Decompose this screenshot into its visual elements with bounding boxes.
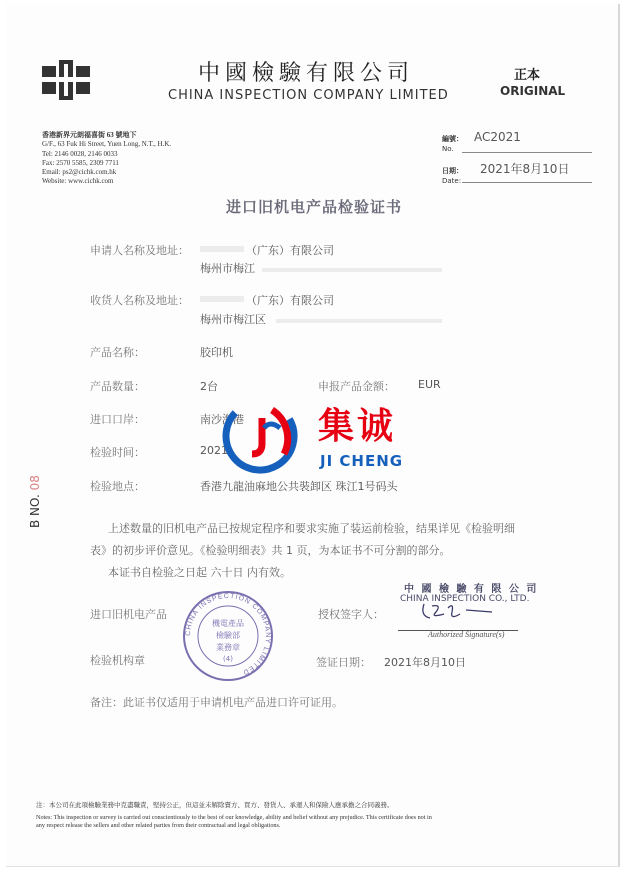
batch-prefix: B NO. bbox=[28, 494, 42, 528]
consignee-address: 梅州市梅江区 bbox=[200, 313, 266, 326]
address-email: Email: ps2@cichk.com.hk bbox=[42, 168, 117, 176]
company-name-en: CHINA INSPECTION COMPANY LIMITED bbox=[168, 88, 449, 103]
stamp-number: (4) bbox=[223, 655, 233, 663]
batch-number-value: 08 bbox=[28, 475, 42, 491]
document-title: 进口旧机电产品检验证书 bbox=[226, 198, 403, 216]
note-en-line2: any respect release the sellers and other related parties from their contractual and legal obligations. bbox=[36, 822, 281, 829]
product-value: 胶印机 bbox=[200, 346, 233, 359]
inspection-body-label2: 检验机构章 bbox=[90, 654, 145, 667]
body-para1-line1: 上述数量的旧机电产品已按规定程序和要求实施了装运前检验，结果详见《检验明细 bbox=[108, 522, 515, 535]
ref-date-label-cn: 日期： bbox=[442, 167, 463, 175]
jicheng-logo-icon bbox=[222, 398, 298, 474]
note-en-line1: Notes: This inspection or survey is carried out conscientiously to the best of our knowledge, ability and belief without any prejudice. This certificate does not in bbox=[36, 814, 432, 821]
signer-label: 授权签字人： bbox=[318, 608, 384, 621]
batch-number bbox=[28, 475, 42, 528]
handwritten-signature bbox=[418, 600, 498, 626]
company-logo bbox=[42, 60, 90, 100]
ref-no-value: AC2021 bbox=[474, 130, 521, 144]
stamp-line3: 業務章 bbox=[216, 643, 240, 652]
sign-date-label: 签证日期： bbox=[316, 656, 371, 669]
applicant-label: 申请人名称及地址： bbox=[90, 244, 189, 257]
company-name-cn: 中國檢驗有限公司 bbox=[198, 61, 415, 86]
authorized-signature-label: Authorized Signature(s) bbox=[428, 630, 505, 639]
stamp-line2: 檢驗部 bbox=[216, 631, 240, 640]
body-para2: 本证书自检验之日起 六十日 内有效。 bbox=[108, 566, 291, 579]
address-tel: Tel: 2146 0028, 2146 0033 bbox=[42, 150, 118, 158]
ref-no-label-en: No. bbox=[442, 145, 454, 153]
watermark-cn: 集诚 bbox=[318, 406, 397, 447]
applicant-address: 梅州市梅江 bbox=[200, 262, 255, 275]
stamp-line1: 機電產品 bbox=[212, 619, 244, 628]
amount-label: 申报产品金额： bbox=[318, 380, 395, 393]
original-cn: 正本 bbox=[514, 68, 541, 83]
original-en: ORIGINAL bbox=[500, 84, 566, 98]
port-value: 南沙海港 bbox=[200, 413, 244, 426]
time-label: 检验时间： bbox=[90, 446, 145, 459]
watermark-en: JI CHENG bbox=[320, 452, 404, 470]
quantity-value: 2台 bbox=[200, 380, 218, 393]
amount-value: EUR bbox=[418, 378, 441, 391]
consignee-label: 收货人名称及地址： bbox=[90, 294, 189, 307]
stamp-ring-text: CHINA INSPECTION COMPANY LIMITED bbox=[184, 592, 272, 676]
ref-no-label-cn: 編號： bbox=[442, 135, 463, 143]
sign-date-value: 2021年8月10日 bbox=[384, 656, 466, 669]
ref-date-value: 2021年8月10日 bbox=[480, 162, 570, 176]
remark-text: 备注：此证书仅适用于申请机电产品进口许可证用。 bbox=[90, 696, 343, 709]
ref-date-label-en: Date: bbox=[442, 177, 462, 185]
address-en: G/F., 63 Fuk Hi Street, Yuen Long, N.T., H.K. bbox=[42, 140, 172, 148]
port-label: 进口口岸： bbox=[90, 413, 145, 426]
product-label: 产品名称： bbox=[90, 346, 145, 359]
place-label: 检验地点： bbox=[90, 480, 145, 493]
address-cn: 香港新界元朗福喜街 63 號地下 bbox=[42, 131, 137, 139]
signer-company-en: CHINA INSPECTION CO., LTD. bbox=[400, 594, 530, 604]
address-website: Website: www.cichk.com bbox=[42, 177, 114, 185]
official-stamp bbox=[180, 588, 276, 684]
body-para1-line2: 表》的初步评价意见。《检验明细表》共 1 页，为本证书不可分割的部分。 bbox=[90, 544, 451, 557]
note-cn: 注：本公司在此項檢驗業務中克盡職責，堅持公正，但這並未解除賣方、買方、發貨人、承運人和保險人應承擔之合同義務。 bbox=[36, 801, 394, 809]
inspection-body-label1: 进口旧机电产品 bbox=[90, 608, 167, 621]
signer-company-cn: 中 國 檢 驗 有 限 公 司 bbox=[404, 584, 539, 595]
consignee-name: （广东）有限公司 bbox=[246, 294, 334, 307]
applicant-name: （广东）有限公司 bbox=[246, 244, 334, 257]
time-value: 2021 bbox=[200, 444, 228, 457]
place-value: 香港九龍油麻地公共裝卸区 珠江1号码头 bbox=[200, 480, 398, 493]
address-fax: Fax: 2570 5585, 2309 7711 bbox=[42, 159, 119, 167]
quantity-label: 产品数量： bbox=[90, 380, 145, 393]
